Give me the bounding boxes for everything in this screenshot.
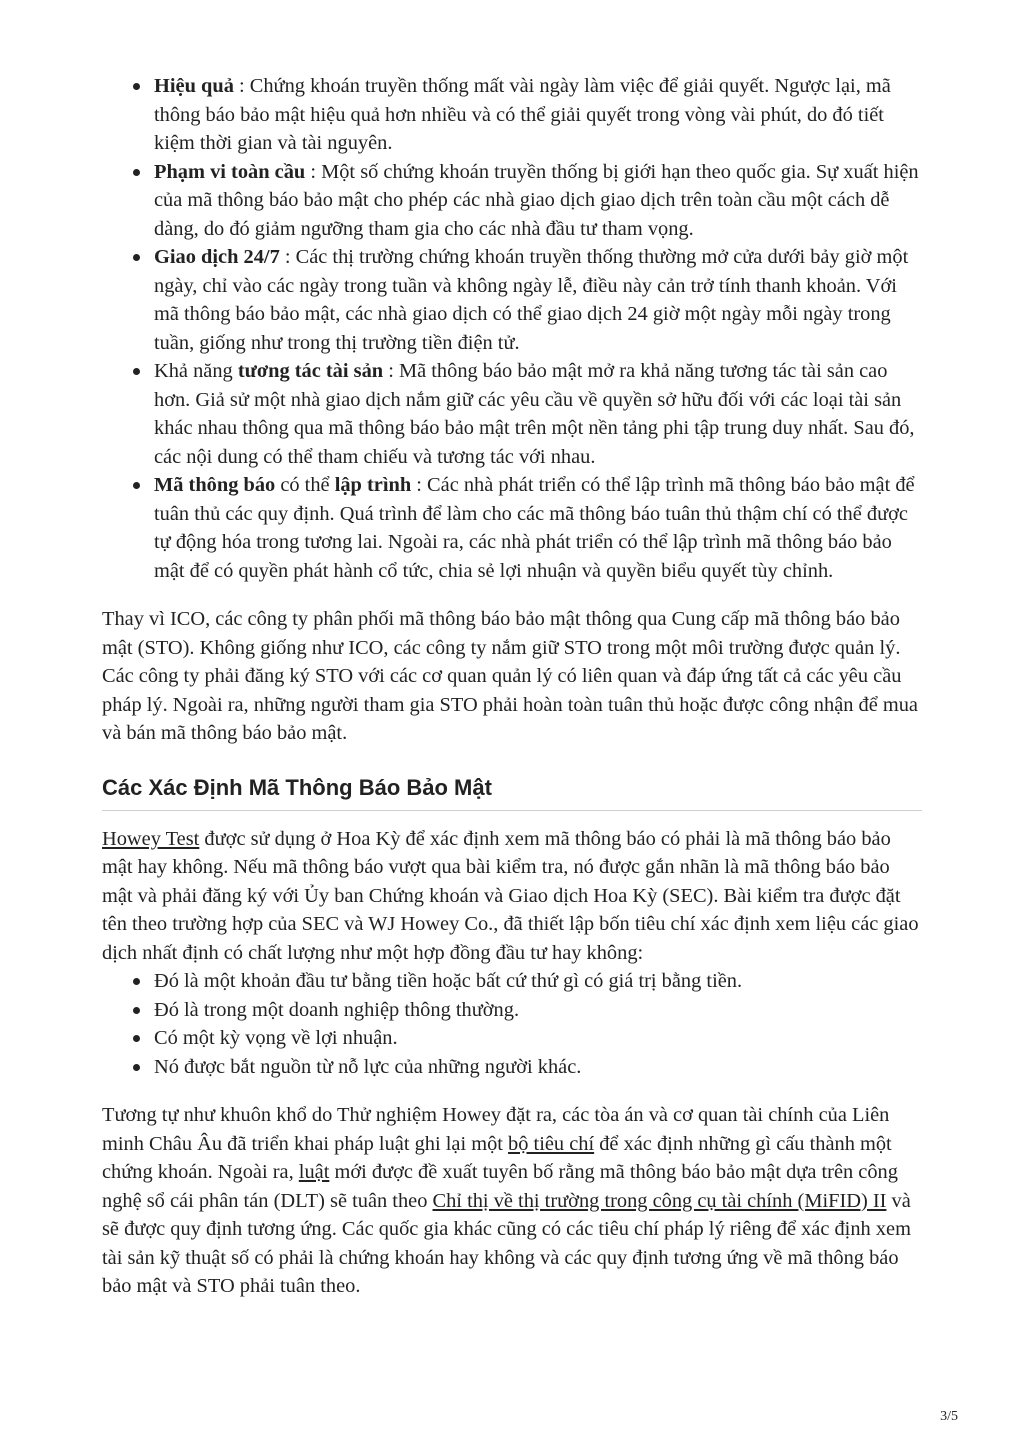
item-lead: Khả năng — [154, 360, 238, 382]
list-item — [154, 158, 922, 244]
page-number: 3/5 — [940, 1409, 958, 1424]
item-term-2: lập trình — [334, 474, 412, 496]
law-link[interactable]: luật — [298, 1161, 330, 1183]
item-text: : Chứng khoán truyền thống mất vài ngày làm việc để giải quyết. Ngược lại, mã thông báo bảo mật hiệu quả hơn nhiều và có thể giải quyết trong vòng vài phút, do đó tiết kiệm thời gian và tài nguyên. — [154, 75, 891, 154]
criteria-link[interactable]: bộ tiêu chí — [508, 1132, 595, 1155]
eu-text-1: Tương tự như khuôn khổ do Thử nghiệm Howey đặt ra, các tòa án và cơ quan tài chính của Liên minh Châu Âu đã triển khai pháp luật ghi lại một — [102, 1104, 890, 1155]
eu-text-3: mới được đề xuất tuyên bố rằng mã thông báo bảo mật dựa trên công nghệ sổ cái phân tán (DLT) sẽ tuân theo — [102, 1161, 898, 1212]
item-mid: có thể — [275, 474, 335, 496]
item-text: : Các thị trường chứng khoán truyền thống thường mở cửa dưới bảy giờ một ngày, chỉ vào các ngày trong tuần và không ngày lễ, điều này cản trở tính thanh khoản. Với mã thông báo bảo mật, các nhà giao dịch có thể giao dịch 24 giờ một ngày mỗi ngày trong tuần, giống như trong thị trường tiền điện tử. — [154, 246, 909, 354]
item-term: Phạm vi toàn cầu — [154, 160, 306, 183]
list-item — [154, 72, 922, 158]
sto-paragraph: Thay vì ICO, các công ty phân phối mã thông báo bảo mật thông qua Cung cấp mã thông báo bảo mật (STO). Không giống như ICO, các công ty nắm giữ STO trong một môi trường được quản lý. Các công ty phải đăng ký STO với các cơ quan quản lý có liên quan và đáp ứng tất cả các yêu cầu pháp lý. Ngoài ra, những người tham gia STO phải hoàn toàn tuân thủ hoặc được công nhận để mua và bán mã thông báo bảo mật. — [102, 608, 918, 744]
list-item — [154, 243, 922, 357]
item-term: Hiệu quả — [154, 75, 234, 97]
item-term: Giao dịch 24/7 — [154, 246, 280, 268]
list-item — [154, 357, 922, 471]
howey-paragraph — [102, 825, 922, 968]
item-text: : Các nhà phát triển có thể lập trình mã thông báo bảo mật để tuân thủ các quy định. Quá trình để làm cho các mã thông báo tuân thủ thậm chí có thể được tự động hóa trong tương lai. Ngoài ra, các nhà phát triển có thể lập trình mã thông báo bảo mật để có quyền phát hành cổ tức, chia sẻ lợi nhuận và quyền biểu quyết tùy chỉnh. — [154, 474, 915, 582]
document-page — [102, 72, 922, 1301]
list-item: Đó là trong một doanh nghiệp thông thường. — [154, 996, 922, 1025]
howey-test-link[interactable]: Howey Test — [102, 827, 200, 850]
eu-text-2: để xác định những gì cấu thành một chứng khoán. Ngoài ra, — [102, 1132, 892, 1183]
list-item: Đó là một khoản đầu tư bằng tiền hoặc bất cứ thứ gì có giá trị bằng tiền. — [154, 967, 922, 996]
eu-text-4: và sẽ được quy định tương ứng. Các quốc gia khác cũng có các tiêu chí pháp lý riêng để xác định xem tài sản kỹ thuật số có phải là chứng khoán hay không và các quy định tương ứng về mã thông báo bảo mật và STO phải tuân theo. — [102, 1189, 911, 1297]
list-item — [154, 471, 922, 585]
item-term: Mã thông báo — [154, 474, 276, 496]
criteria-list — [102, 967, 922, 1081]
item-text: : Mã thông báo bảo mật mở ra khả năng tương tác tài sản cao hơn. Giả sử một nhà giao dịch nắm giữ các yêu cầu về quyền sở hữu đối với các loại tài sản khác nhau thông qua mã thông báo bảo mật trên một nền tảng phi tập trung duy nhất. Sau đó, các nội dung có thể tham chiếu và tương tác với nhau. — [154, 360, 915, 468]
howey-text: được sử dụng ở Hoa Kỳ để xác định xem mã thông báo có phải là mã thông báo bảo mật hay không. Nếu mã thông báo vượt qua bài kiểm tra, nó được gắn nhãn là mã thông báo bảo mật và phải đăng ký với Ủy ban Chứng khoán và Giao dịch Hoa Kỳ (SEC). Bài kiểm tra được đặt tên theo trường hợp của SEC và WJ Howey Co., đã thiết lập bốn tiêu chí xác định xem liệu các giao dịch nhất định có chất lượng như một hợp đồng đầu tư hay không: — [102, 827, 919, 964]
eu-paragraph — [102, 1101, 922, 1301]
section-heading: Các Xác Định Mã Thông Báo Bảo Mật — [102, 774, 922, 811]
mifid-link[interactable]: Chỉ thị về thị trường trong công cụ tài chính (MiFID) II — [432, 1189, 887, 1212]
item-term: tương tác tài sản — [237, 360, 384, 382]
list-item: Có một kỳ vọng về lợi nhuận. — [154, 1024, 922, 1053]
benefits-list — [102, 72, 922, 585]
list-item: Nó được bắt nguồn từ nỗ lực của những người khác. — [154, 1053, 922, 1082]
item-text: : Một số chứng khoán truyền thống bị giới hạn theo quốc gia. Sự xuất hiện của mã thông báo bảo mật cho phép các nhà giao dịch giao dịch trên toàn cầu một cách dễ dàng, do đó giảm ngưỡng tham gia cho các nhà đầu tư tham vọng. — [154, 160, 919, 240]
